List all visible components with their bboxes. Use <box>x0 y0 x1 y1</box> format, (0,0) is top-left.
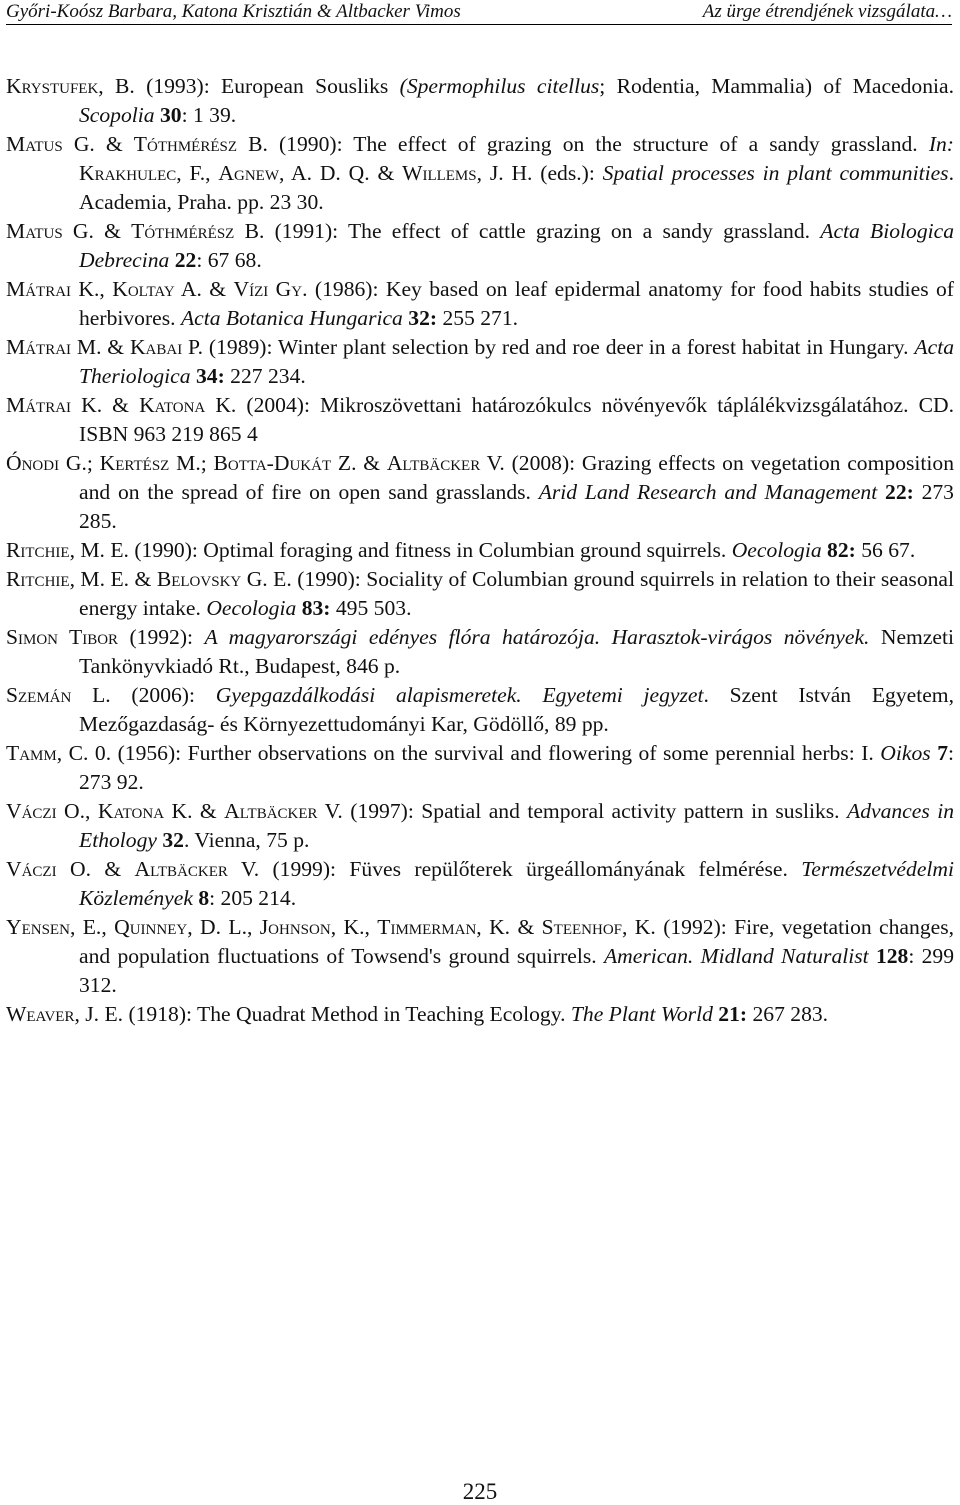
reference-text: : 205 214. <box>209 886 297 910</box>
reference-text: Katona <box>139 393 206 417</box>
reference-entry <box>6 681 954 739</box>
reference-text: Tamm <box>6 741 57 765</box>
reference-text: O., <box>56 799 98 823</box>
reference-text: Ritchie <box>6 567 70 591</box>
reference-text: A. & <box>174 277 234 301</box>
reference-text: 495 503. <box>330 596 412 620</box>
reference-text: Acta Biologica Debrecina <box>79 219 954 272</box>
reference-text: Koltay <box>112 277 175 301</box>
reference-text: 34: <box>195 364 225 388</box>
reference-text: Vízi <box>233 277 269 301</box>
reference-text <box>268 277 275 301</box>
reference-text: Yensen <box>6 915 70 939</box>
reference-text: . Academia, Praha. pp. 23 30. <box>79 161 954 214</box>
reference-text: K. (2004): Mikroszövettani határozókulcs növényevők táplálékvizsgálatához. CD. ISBN 963 219 865 4 <box>79 393 955 446</box>
reference-text: Scopolia <box>79 103 155 127</box>
reference-entry <box>6 130 954 217</box>
reference-text: Oecologia <box>731 538 822 562</box>
reference-text: 83: <box>301 596 331 620</box>
reference-text: Váczi <box>6 857 57 881</box>
reference-text: Acta Theriologica <box>79 335 954 388</box>
reference-text: 267 283. <box>747 1002 829 1026</box>
reference-text: A magyarországi edényes flóra határozója. Harasztok-virágos növények. <box>204 625 870 649</box>
reference-text: Agnew <box>218 161 279 185</box>
reference-text <box>869 944 876 968</box>
reference-text: Ónodi <box>6 451 60 475</box>
reference-text: M. & <box>71 335 130 359</box>
reference-text: 8 <box>198 886 210 910</box>
reference-text: , K. & <box>476 915 542 939</box>
reference-text: Mátrai <box>6 393 72 417</box>
reference-entry <box>6 797 954 855</box>
reference-text: , A. D. Q. & <box>278 161 403 185</box>
reference-text: Szemán <box>6 683 72 707</box>
reference-text: , K. (1992): Fire, vegetation changes, and population fluctuations of Towsend's ground squirrels. <box>79 915 954 968</box>
reference-text: G.; <box>59 451 100 475</box>
reference-text: Krystufek <box>6 74 99 98</box>
reference-text: In: <box>928 132 954 156</box>
reference-text: B. (1991): The effect of cattle grazing on a sandy grassland. <box>234 219 821 243</box>
reference-text: 56 67. <box>855 538 916 562</box>
reference-entry <box>6 1000 954 1029</box>
reference-text: G. & <box>62 132 134 156</box>
reference-text: Mátrai <box>6 335 72 359</box>
reference-text: Gy <box>275 277 303 301</box>
reference-text: Steenhof <box>541 915 623 939</box>
reference-text <box>877 480 885 504</box>
reference-text: Willems <box>402 161 477 185</box>
reference-text: Botta-Dukát <box>213 451 332 475</box>
reference-text: Acta Botanica Hungarica <box>180 306 403 330</box>
reference-text: 22: <box>885 480 914 504</box>
reference-text: Oikos <box>880 741 931 765</box>
reference-text: L. (2006): <box>71 683 216 707</box>
reference-text: Matus <box>6 132 63 156</box>
reference-entry <box>6 913 954 1000</box>
reference-text: : 299 312. <box>79 944 955 997</box>
header-title: Az ürge étrendjének vizsgálata… <box>702 1 952 22</box>
reference-text: The Plant World <box>570 1002 713 1026</box>
reference-text: , D. L., <box>187 915 260 939</box>
reference-text: G. & <box>62 219 132 243</box>
reference-text: 7 <box>937 741 948 765</box>
reference-entry <box>6 739 954 797</box>
reference-text: Belovsky <box>156 567 242 591</box>
reference-text: Simon Tibor <box>6 625 119 649</box>
reference-text: , C. 0. (1956): Further observations on the survival and flowering of some perennial herbs: I. <box>56 741 881 765</box>
reference-text: , K., <box>330 915 378 939</box>
running-header <box>6 2 952 25</box>
reference-text: P. (1989): Winter plant selection by red and roe deer in a forest habitat in Hungary. <box>182 335 915 359</box>
reference-entry <box>6 536 954 565</box>
reference-text: . (1986): Key based on leaf epidermal anatomy for food habits studies of herbivores. <box>79 277 954 330</box>
reference-text: 128 <box>875 944 909 968</box>
reference-text: (Spermophilus citellus <box>399 74 600 98</box>
reference-text: American. Midland Naturalist <box>603 944 869 968</box>
reference-text: , M. E. & <box>69 567 157 591</box>
reference-text: : 1 39. <box>181 103 237 127</box>
reference-text: : 273 92. <box>79 741 954 794</box>
reference-text: , J. E. (1918): The Quadrat Method in Teaching Ecology. <box>74 1002 571 1026</box>
reference-text: . Vienna, 75 p. <box>183 828 310 852</box>
reference-entry <box>6 623 954 681</box>
reference-text: Kabai <box>129 335 183 359</box>
reference-text: Természetvédelmi Közlemények <box>79 857 954 910</box>
reference-text: Váczi <box>6 799 57 823</box>
reference-text: , M. E. (1990): Optimal foraging and fitness in Columbian ground squirrels. <box>69 538 732 562</box>
reference-text: : 67 68. <box>196 248 262 272</box>
reference-text: 255 271. <box>437 306 519 330</box>
reference-text: K. & <box>71 393 140 417</box>
reference-text: B. (1990): The effect of grazing on the structure of a sandy grassland. <box>237 132 929 156</box>
reference-text: Weaver <box>6 1002 75 1026</box>
reference-text: 227 234. <box>224 364 306 388</box>
reference-text: Z. & <box>331 451 387 475</box>
reference-text: 21: <box>718 1002 748 1026</box>
reference-text: . Szent István Egyetem, Mezőgazdaság- és Környezettudományi Kar, Gödöllő, 89 pp. <box>79 683 954 736</box>
reference-text: Altbäcker <box>386 451 481 475</box>
reference-text: 32 <box>162 828 184 852</box>
reference-text: M.; <box>169 451 214 475</box>
reference-entry <box>6 72 954 130</box>
reference-text: V. (2008): Grazing effects on vegetation composition and on the spread of fire on open sand grasslands. <box>79 451 954 504</box>
reference-text: Johnson <box>259 915 331 939</box>
reference-text: Matus <box>6 219 63 243</box>
reference-text: K. & <box>164 799 225 823</box>
reference-text: Tóthmérész <box>131 219 235 243</box>
reference-text: Spatial processes in plant communities <box>602 161 949 185</box>
reference-text: Quinney <box>114 915 188 939</box>
reference-text: (1992): <box>118 625 205 649</box>
reference-text: 30 <box>159 103 182 127</box>
reference-text: Timmerman <box>377 915 477 939</box>
reference-text: 22 <box>174 248 197 272</box>
reference-text: Katona <box>97 799 165 823</box>
reference-entry <box>6 449 954 536</box>
reference-entry <box>6 565 954 623</box>
reference-text: Mátrai <box>6 277 72 301</box>
reference-text: , E., <box>69 915 115 939</box>
reference-entry <box>6 217 954 275</box>
reference-text: V. (1999): Füves repülőterek ürgeállományának felmérése. <box>227 857 802 881</box>
reference-text: Altbäcker <box>134 857 228 881</box>
header-authors: Győri-Koósz Barbara, Katona Krisztián & Altbacker Vimos <box>6 1 461 22</box>
reference-text: , F., <box>176 161 219 185</box>
reference-text: V. (1997): Spatial and temporal activity pattern in susliks. <box>317 799 848 823</box>
page-number: 225 <box>462 1479 498 1504</box>
reference-text: ; Rodentia, Mammalia) of Macedonia. <box>599 74 954 98</box>
reference-text: Altbäcker <box>224 799 318 823</box>
reference-entry <box>6 391 954 449</box>
reference-list <box>6 72 954 1029</box>
reference-text: G. E. (1990): Sociality of Columbian ground squirrels in relation to their seasonal energy intake. <box>79 567 954 620</box>
reference-text: Krakhulec <box>79 161 177 185</box>
reference-text: 32: <box>408 306 438 330</box>
reference-text: Tóthmérész <box>133 132 237 156</box>
reference-text: Gyepgazdálkodási alapismeretek. Egyetemi jegyzet <box>215 683 704 707</box>
reference-entry <box>6 333 954 391</box>
reference-text: 273 285. <box>79 480 954 533</box>
reference-text: O. & <box>56 857 135 881</box>
reference-entry <box>6 275 954 333</box>
reference-text: Oecologia <box>206 596 297 620</box>
reference-text: Arid Land Research and Management <box>538 480 878 504</box>
reference-text: 82: <box>827 538 856 562</box>
reference-text: Nemzeti Tankönyvkiadó Rt., Budapest, 846 p. <box>79 625 955 678</box>
reference-text: K., <box>71 277 113 301</box>
reference-entry <box>6 855 954 913</box>
reference-text: , B. (1993): European Sousliks <box>98 74 400 98</box>
reference-text: Ritchie <box>6 538 70 562</box>
reference-text: , J. H. (eds.): <box>476 161 603 185</box>
reference-text: Kertész <box>99 451 170 475</box>
reference-text: Advances in Ethology <box>79 799 954 852</box>
